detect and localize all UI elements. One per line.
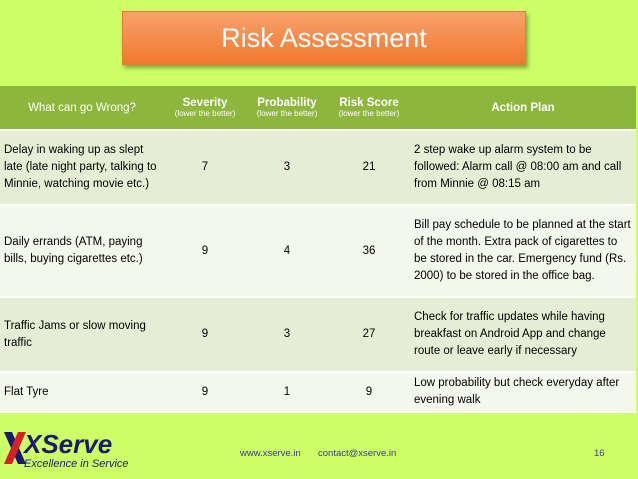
header-severity-label: Severity <box>182 96 228 109</box>
header-probability-sub: (lower the better) <box>256 108 318 118</box>
cell-risk-score: 21 <box>328 130 410 205</box>
footer <box>0 445 638 465</box>
table-row <box>0 372 636 412</box>
logo-tagline: Excellence in Service <box>24 458 129 470</box>
footer-email: contact@xserve.in <box>318 448 397 459</box>
cell-action-plan: Bill pay schedule to be planned at the start of the month. Extra pack of cigarettes to be stored in the car. Emergency fund (Rs. 2000) to be stored in the office bag. <box>410 205 636 297</box>
cell-what: Traffic Jams or slow moving traffic <box>0 297 164 372</box>
table-row <box>0 297 636 372</box>
header-probability <box>246 86 328 130</box>
cell-what: Delay in waking up as slept late (late night party, talking to Minnie, watching movie etc.) <box>0 130 164 205</box>
header-action-plan: Action Plan <box>410 86 636 130</box>
header-severity-sub: (lower the better) <box>174 108 236 118</box>
cell-probability: 3 <box>246 130 328 205</box>
cell-severity: 9 <box>164 205 246 297</box>
cell-risk-score: 27 <box>328 297 410 372</box>
cell-risk-score: 9 <box>328 372 410 412</box>
table-row <box>0 130 636 205</box>
cell-risk-score: 36 <box>328 205 410 297</box>
footer-website: www.xserve.in <box>240 448 301 459</box>
slide-title: Risk Assessment <box>122 11 526 65</box>
cell-severity: 9 <box>164 297 246 372</box>
table-row <box>0 205 636 297</box>
header-probability-label: Probability <box>257 96 317 109</box>
cell-probability: 3 <box>246 297 328 372</box>
cell-severity: 7 <box>164 130 246 205</box>
header-risk-score-sub: (lower the better) <box>338 108 400 118</box>
cell-what: Daily errands (ATM, paying bills, buying cigarettes etc.) <box>0 205 164 297</box>
logo-brand: XServe <box>24 429 113 459</box>
cell-severity: 9 <box>164 372 246 412</box>
header-row <box>0 86 636 130</box>
header-what: What can go Wrong? <box>0 86 164 130</box>
cell-action-plan: 2 step wake up alarm system to be followed: Alarm call @ 08:00 am and call from Minnie @ 08:15 am <box>410 130 636 205</box>
header-risk-score-label: Risk Score <box>339 96 399 109</box>
header-severity <box>164 86 246 130</box>
risk-table <box>0 86 636 413</box>
cell-probability: 1 <box>246 372 328 412</box>
cell-action-plan: Check for traffic updates while having breakfast on Android App and change route or leave early if necessary <box>410 297 636 372</box>
cell-what: Flat Tyre <box>0 372 164 412</box>
page-number: 16 <box>594 448 605 459</box>
header-risk-score <box>328 86 410 130</box>
cell-probability: 4 <box>246 205 328 297</box>
cell-action-plan: Low probability but check everyday after evening walk <box>410 372 636 412</box>
